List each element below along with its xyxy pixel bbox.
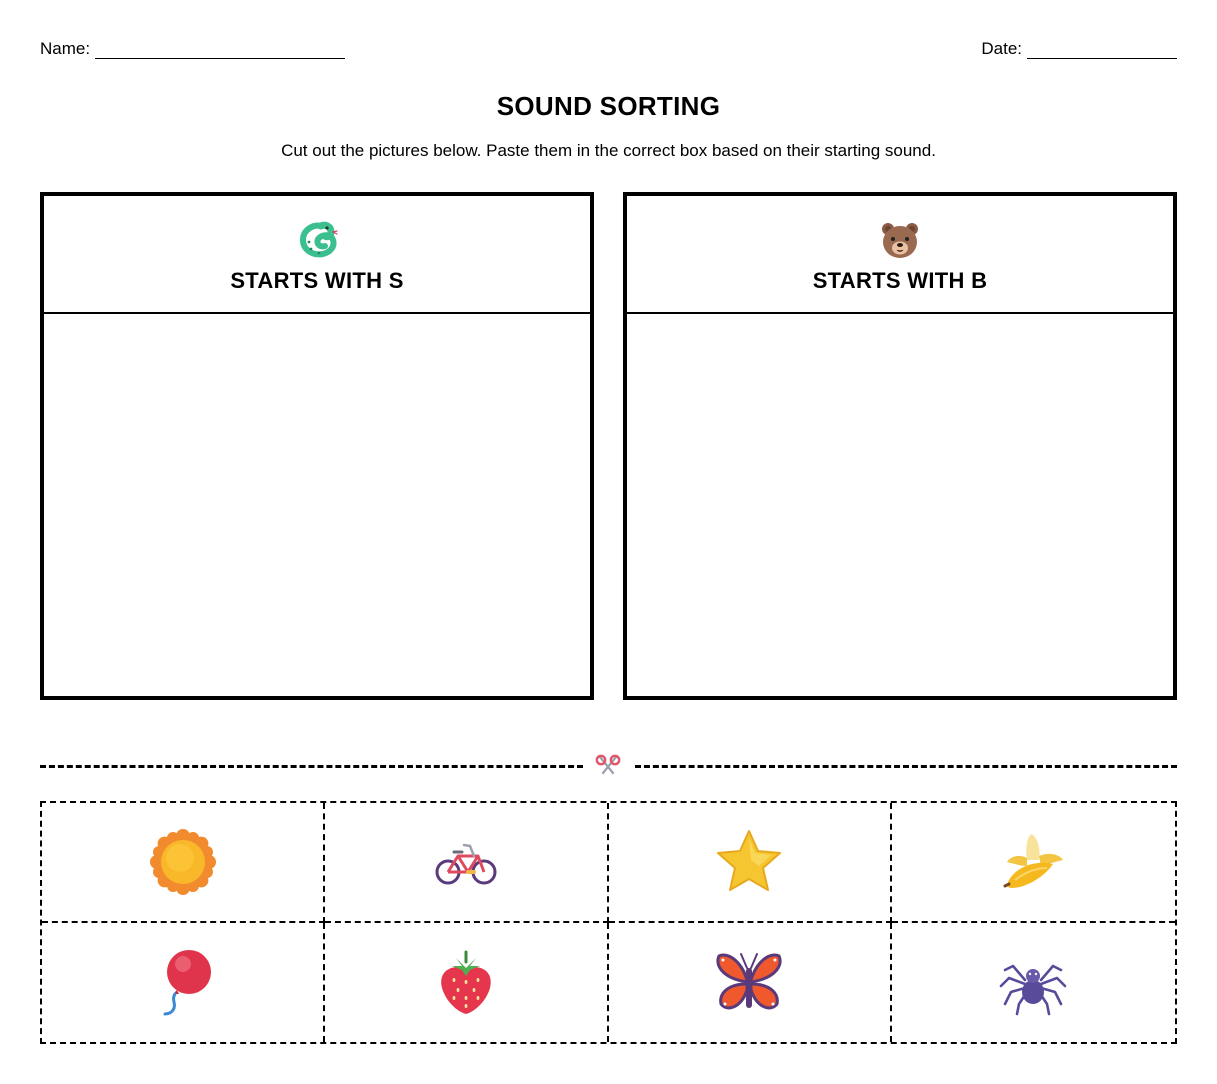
cut-out-card-star[interactable] bbox=[609, 803, 892, 923]
sort-box-s-header bbox=[44, 196, 590, 314]
date-label: Date: bbox=[981, 39, 1022, 58]
cut-out-card-sun[interactable] bbox=[42, 803, 325, 923]
star-icon bbox=[713, 826, 785, 898]
cut-out-grid bbox=[40, 801, 1177, 1044]
sort-box-b[interactable] bbox=[623, 192, 1177, 700]
balloon-icon bbox=[147, 946, 219, 1018]
cut-out-card-bicycle[interactable] bbox=[325, 803, 608, 923]
sort-box-b-header bbox=[627, 196, 1173, 314]
bicycle-icon bbox=[430, 826, 502, 898]
instructions-text: Cut out the pictures below. Paste them in the correct box based on their starting sound. bbox=[281, 141, 936, 160]
sort-box-s-label: STARTS WITH S bbox=[230, 268, 404, 293]
snake-icon bbox=[295, 218, 339, 262]
name-field bbox=[40, 39, 345, 59]
name-label: Name: bbox=[40, 39, 91, 58]
strawberry-icon bbox=[430, 946, 502, 1018]
cut-out-card-banana[interactable] bbox=[892, 803, 1175, 923]
bear-face-icon bbox=[878, 218, 922, 262]
cut-line-right bbox=[635, 765, 1177, 768]
date-field bbox=[981, 39, 1177, 59]
name-blank-line[interactable] bbox=[95, 44, 345, 59]
cut-line-left bbox=[40, 765, 583, 768]
sun-icon bbox=[147, 826, 219, 898]
cut-out-card-butterfly[interactable] bbox=[609, 923, 892, 1043]
spider-icon bbox=[997, 946, 1069, 1018]
sort-box-b-label: STARTS WITH B bbox=[812, 268, 988, 293]
cut-out-card-strawberry[interactable] bbox=[325, 923, 608, 1043]
butterfly-icon bbox=[713, 946, 785, 1018]
date-blank-line[interactable] bbox=[1027, 44, 1177, 59]
scissors-icon bbox=[594, 753, 622, 781]
cut-out-card-spider[interactable] bbox=[892, 923, 1175, 1043]
banana-icon bbox=[997, 826, 1069, 898]
cut-out-card-balloon[interactable] bbox=[42, 923, 325, 1043]
header-row bbox=[40, 39, 1177, 61]
sort-box-s[interactable] bbox=[40, 192, 594, 700]
page-title: SOUND SORTING bbox=[496, 91, 721, 121]
